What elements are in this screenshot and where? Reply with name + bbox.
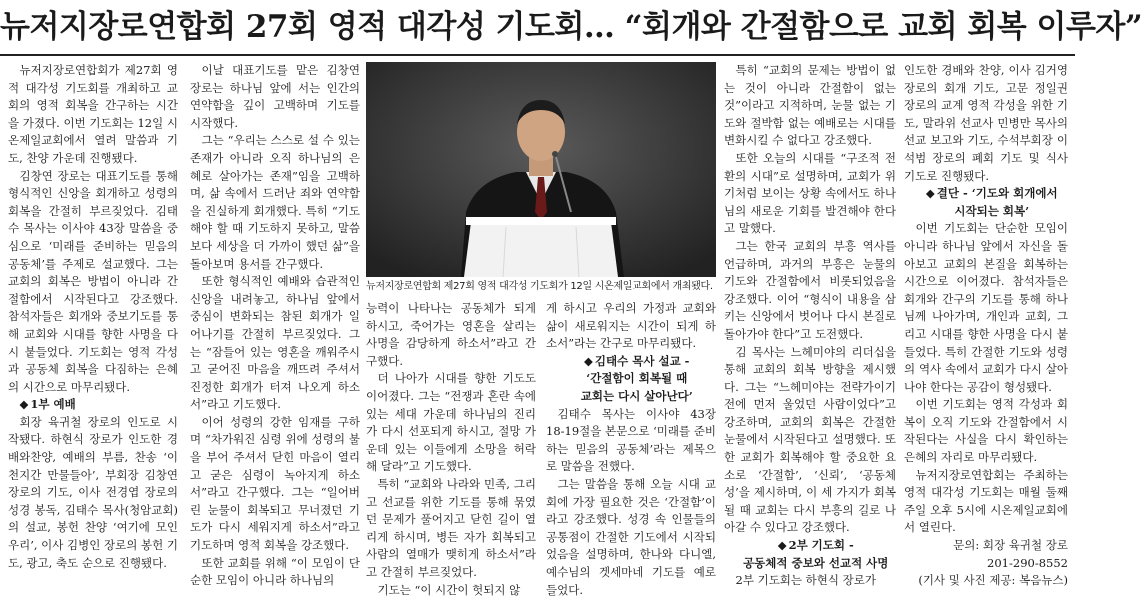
article-column-3 bbox=[366, 300, 536, 567]
paragraph: 게 하시고 우리의 가정과 교회와 삶이 새로워지는 시간이 되게 하소서”라는 간구로 마무리됐다. bbox=[546, 300, 716, 353]
section-subheading-line: 교회는 다시 살아난다’ bbox=[546, 388, 716, 406]
paragraph: 회장 육귀철 장로의 인도로 시작됐다. 하현식 장로가 인도한 경배와찬양, 예배의 부름, 찬송 ‘이 천지간 만물들아’, 부회장 김창연 장로의 기도, 이사 전경엽 장로의 성경 봉독, 김태수 목사(청암교회)의 설교, 봉헌 찬양 ‘여기에 모인 우리’, 이사 김병인 장로의 봉헌 기도, 광고, 축도 순으로 진행됐다. bbox=[8, 414, 178, 572]
photo-credit: (기사 및 사진 제공: 복음뉴스) bbox=[904, 572, 1068, 590]
paragraph: 이날 대표기도를 맡은 김창연 장로는 하나님 앞에 서는 인간의 연약함을 깊이 고백하며 기도를 시작했다. bbox=[190, 62, 360, 132]
paragraph: 특히 “교회의 문제는 방법이 없는 것이 아니라 간절함이 없는 것”이라고 지적하며, 눈물 없는 기도와 절박함 없는 예배로는 시대를 변화시킬 수 없다고 강조했다. bbox=[724, 62, 896, 150]
paragraph: 능력이 나타나는 공동체가 되게 하시고, 죽어가는 영혼을 살리는 사명을 감당하게 하소서”라고 간구했다. bbox=[366, 300, 536, 370]
article-column-5 bbox=[724, 62, 896, 567]
article-column-1 bbox=[8, 62, 178, 567]
paragraph: 뉴저지장로연합회는 주최하는 영적 대각성 기도회는 매월 둘째 주일 오후 5시에 시온제일교회에서 열린다. bbox=[904, 467, 1068, 537]
section-subheading-line: ‘간절함이 회복될 때 bbox=[546, 370, 716, 388]
photo-caption: 뉴저지장로연합회 제27회 영적 대각성 기도회가 12일 시온제일교회에서 개최됐다. bbox=[366, 279, 716, 295]
paragraph: 김 목사는 느헤미야의 리더십을 통해 교회의 회복 방향을 제시했다. 그는 “느헤미야는 전략가이기 전에 먼저 울었던 사람이었다”고 강조하며, 교회의 회복은 간절한 눈물에서 시작된다고 설명했다. 또한 교회가 회복해야 할 중요한 요소로 ‘간절함’, ‘신뢰’, ‘공동체성’을 제시하며, 이 세 가지가 회복될 때 교회는 다시 부흥의 길로 나아갈 수 있다고 강조했다. bbox=[724, 344, 896, 538]
section-subheading: ◆ 1부 예배 bbox=[8, 396, 178, 414]
article-photo bbox=[366, 62, 716, 277]
paragraph: 그는 말씀을 통해 오늘 시대 교회에 가장 필요한 것은 ‘간절함’이라고 강조했다. 성경 속 인물들의 공통점이 간절한 기도에서 시작되었음을 설명하며, 한나와 다니엘, 예수님의 겟세마네 기도를 예로 들었다. bbox=[546, 476, 716, 599]
section-subheading: ◆ 김태수 목사 설교 - bbox=[546, 353, 716, 371]
paragraph: 김창연 장로는 대표기도를 통해 형식적인 신앙을 회개하고 성령의 회복을 간절히 부르짖었다. 김태수 목사는 이사야 43장 말씀을 중심으로 ‘미래를 준비하는 믿음의 공동체’를 주제로 설교했다. 그는 교회의 회복은 방법이 아니라 간절함에서 시작된다고 강조했다. 참석자들은 회개와 중보기도를 통해 교회와 시대를 향한 사명을 다시 붙들었다. 기도회는 영적 각성과 공동체 회복을 다짐하는 은혜의 시간으로 마무리됐다. bbox=[8, 168, 178, 397]
article-column-6 bbox=[904, 62, 1068, 567]
paragraph: 이번 기도회는 단순한 모임이 아니라 하나님 앞에서 자신을 돌아보고 교회의 본질을 회복하는 시간으로 이어졌다. 참석자들은 회개와 간구의 기도를 통해 하나님께 나아가며, 개인과 교회, 그리고 시대를 향한 사명을 다시 붙들었다. 특히 간절한 기도와 성령의 역사 속에서 교회가 다시 살아나야 한다는 공감이 형성됐다. bbox=[904, 220, 1068, 396]
paragraph: 인도한 경배와 찬양, 이사 김거영 장로의 회개 기도, 고문 정일권 장로의 교계 영적 각성을 위한 기도, 말라위 선교사 민병만 목사의 선교 보고와 기도, 수석부회장 이석범 장로의 폐회 기도 및 식사 기도로 진행됐다. bbox=[904, 62, 1068, 185]
section-subheading: ◆ 결단 - ‘기도와 회개에서 bbox=[904, 185, 1068, 203]
contact-line: 문의: 회장 육귀철 장로 bbox=[904, 537, 1068, 555]
paragraph: 그는 “우리는 스스로 설 수 있는 존재가 아니라 오직 하나님의 은혜로 살아가는 존재”임을 고백하며, 삶 속에서 드러난 죄와 연약함을 진실하게 회개했다. 특히 “기도해야 할 때 기도하지 못하고, 말씀보다 세상을 더 가까이 했던 삶”을 돌아보며 용서를 간구했다. bbox=[190, 132, 360, 273]
paragraph: 김태수 목사는 이사야 43장 18-19절을 본문으로 ‘미래를 준비하는 믿음의 공동체’라는 제목으로 말씀을 전했다. bbox=[546, 406, 716, 476]
paragraph: 이어 성령의 강한 임재를 구하며 “차가워진 심령 위에 성령의 불을 부어 주셔서 닫힌 마음이 열리고 굳은 심령이 녹아지게 하소서”라고 간구했다. 그는 “일어버린 눈물이 회복되고 무너졌던 기도가 다시 세워지게 하소서”라고 기도하며 영적 회복을 강조했다. bbox=[190, 414, 360, 555]
diamond-icon: ◆ bbox=[20, 397, 29, 411]
article-column-2 bbox=[190, 62, 360, 567]
paragraph: 더 나아가 시대를 향한 기도도 이어졌다. 그는 “전쟁과 혼란 속에 있는 세대 가운데 하나님의 진리가 다시 선포되게 하시고, 절망 가운데 있는 이들에게 소망을 허락해 달라”고 기도했다. bbox=[366, 370, 536, 476]
paragraph: 또한 교회를 위해 “이 모임이 단순한 모임이 아니라 하나님의 bbox=[190, 555, 360, 590]
paragraph: 기도는 “이 시간이 헛되지 않 bbox=[366, 582, 536, 599]
speaker-at-podium-image bbox=[366, 62, 716, 277]
paragraph: 또한 형식적인 예배와 습관적인 신앙을 내려놓고, 하나님 앞에서 중심이 변화되는 참된 회개가 일어나기를 간절히 부르짖었다. 그는 “잠들어 있는 영혼을 깨워주시고 굳어진 마음을 깨뜨려 주셔서 진정한 회개가 터져 나오게 하소서”라고 기도했다. bbox=[190, 273, 360, 414]
paragraph: 특히 “교회와 나라와 민족, 그리고 선교를 위한 기도를 통해 묶였던 문제가 풀어지고 닫힌 길이 열리게 하시며, 병든 자가 회복되고 사람의 열매가 맺히게 하소서”라고 간절히 부르짖었다. bbox=[366, 476, 536, 582]
article-headline: 뉴저지장로연합회 27회 영적 대각성 기도회… “회개와 간절함으로 교회 회복 이루자” bbox=[0, 2, 1075, 52]
section-subheading-line: 공동체적 중보와 선교적 사명 bbox=[724, 555, 896, 573]
diamond-icon: ◆ bbox=[926, 186, 935, 200]
diamond-icon: ◆ bbox=[584, 354, 593, 368]
contact-phone: 201-290-8552 bbox=[904, 555, 1068, 573]
section-subheading: ◆ 2부 기도회 - bbox=[724, 537, 896, 555]
diamond-icon: ◆ bbox=[778, 538, 787, 552]
section-subheading-line: 시작되는 회복’ bbox=[904, 203, 1068, 221]
article-column-4 bbox=[546, 300, 716, 567]
paragraph: 뉴저지장로연합회가 제27회 영적 대각성 기도회를 개최하고 교회의 영적 회복을 간구하는 시간을 가졌다. 이번 기도회는 12일 시온제일교회에서 열려 말씀과 기도, 찬양 가운데 진행됐다. bbox=[8, 62, 178, 168]
paragraph: 또한 오늘의 시대를 “구조적 전환의 시대”로 설명하며, 교회가 위기처럼 보이는 상황 속에서도 하나님의 새로운 기회를 발견해야 한다고 말했다. bbox=[724, 150, 896, 238]
paragraph: 2부 기도회는 하현식 장로가 bbox=[724, 572, 896, 590]
paragraph: 이번 기도회는 영적 각성과 회복이 오직 기도와 간절함에서 시작된다는 사실을 다시 확인하는 은혜의 자리로 마무리됐다. bbox=[904, 396, 1068, 466]
paragraph: 그는 한국 교회의 부흥 역사를 언급하며, 과거의 부흥은 눈물의 기도와 간절함에서 비롯되었음을 강조했다. 이어 “형식이 내용을 삼키는 신앙에서 벗어나 다시 본질로 돌아가야 한다”고 도전했다. bbox=[724, 238, 896, 344]
headline-rule bbox=[0, 54, 1075, 56]
